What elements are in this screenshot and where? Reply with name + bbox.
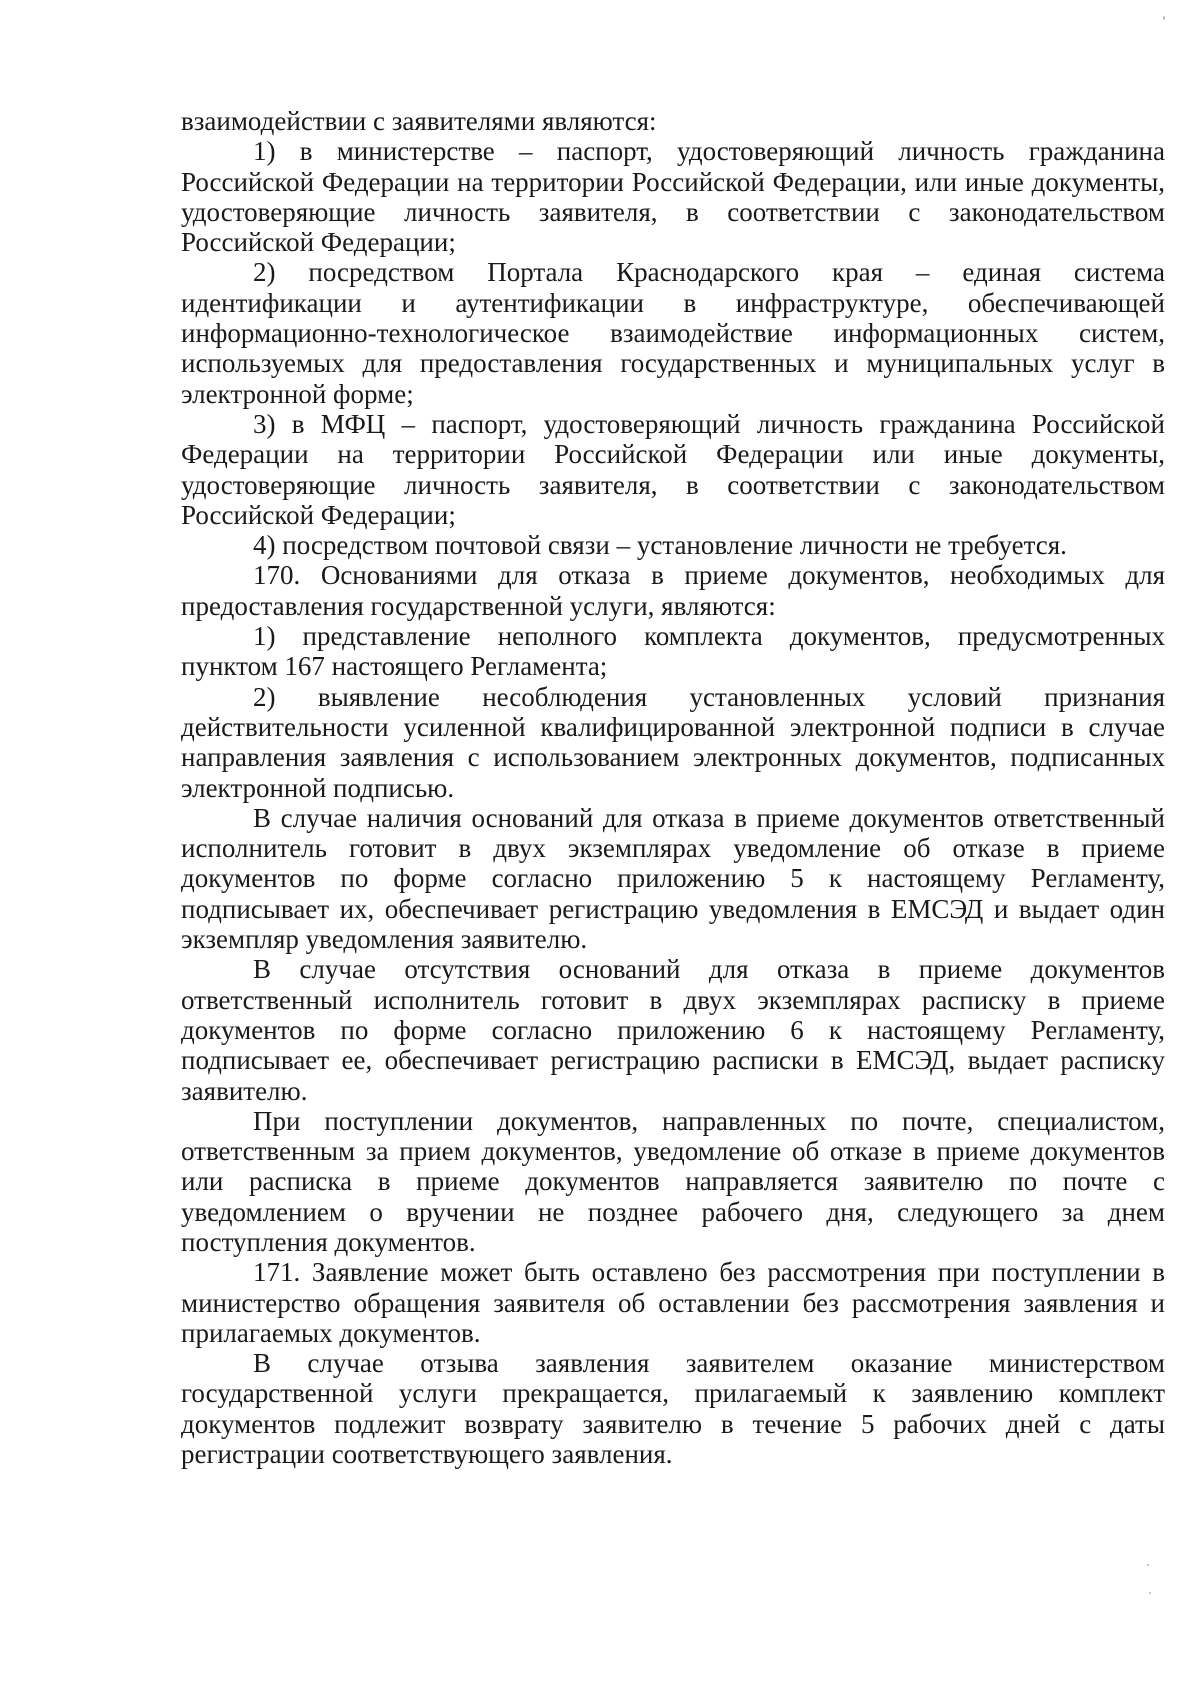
- scan-speck: [1147, 1564, 1149, 1566]
- paragraph-item-1: 1) в министерстве – паспорт, удостоверяющий личность гражданина Российской Федерации на территории Российской Федерации, или иные документы, удостоверяющие личность заявителя, в соответствии с законодательством Российской Федерации;: [181, 136, 1165, 258]
- paragraph-170: 170. Основаниями для отказа в приеме документов, необходимых для предоставления государственной услуги, являются:: [181, 560, 1165, 621]
- paragraph-intro: взаимодействии с заявителями являются:: [181, 106, 657, 136]
- scan-speck: [1149, 1592, 1151, 1594]
- paragraph-item-4: 4) посредством почтовой связи – установление личности не требуется.: [253, 530, 1067, 561]
- paragraph-refusal-case: В случае наличия оснований для отказа в приеме документов ответственный исполнитель готовит в двух экземплярах уведомление об отказе в приеме документов по форме согласно приложению 5 к настоящему Регламенту, подписывает их, обеспечивает регистрацию уведомления в ЕМСЭД и выдает один экземпляр уведомления заявителю.: [181, 802, 1165, 955]
- paragraph-receipt-case: В случае отсутствия оснований для отказа в приеме документов ответственный исполнитель готовит в двух экземплярах расписку в приеме документов по форме согласно приложению 6 к настоящему Регламенту, подписывает ее, обеспечивает регистрацию расписки в ЕМСЭД, выдает расписку заявителю.: [181, 954, 1165, 1106]
- document-body: [181, 106, 1165, 1469]
- paragraph-postal-case: При поступлении документов, направленных по почте, специалистом, ответственным за прием документов, уведомление об отказе в приеме документов или расписка в приеме документов направляется заявителю по почте с уведомлением о вручении не позднее рабочего дня, следующего за днем поступления документов.: [181, 1105, 1165, 1257]
- paragraph-item-2: 2) посредством Портала Краснодарского края – единая система идентификации и аутентификации в инфраструктуре, обеспечивающей информационно-технологическое взаимодействие информационных систем, используемых для предоставления государственных и муниципальных услуг в электронной форме;: [181, 257, 1165, 409]
- paragraph-170-item-2: 2) выявление несоблюдения установленных условий признания действительности усиленной квалифицированной электронной подписи в случае направления заявления с использованием электронных документов, подписанных электронной подписью.: [181, 681, 1165, 803]
- paragraph-withdrawal: В случае отзыва заявления заявителем оказание министерством государственной услуги прекращается, прилагаемый к заявлению комплект документов подлежит возврату заявителю в течение 5 рабочих дней с даты регистрации соответствующего заявления.: [181, 1348, 1165, 1470]
- paragraph-170-item-1: 1) представление неполного комплекта документов, предусмотренных пунктом 167 настоящего Регламента;: [181, 621, 1165, 682]
- paragraph-171: 171. Заявление может быть оставлено без рассмотрения при поступлении в министерство обращения заявителя об оставлении без рассмотрения заявления и прилагаемых документов.: [181, 1257, 1165, 1348]
- paragraph-item-3: 3) в МФЦ – паспорт, удостоверяющий личность гражданина Российской Федерации на территории Российской Федерации или иные документы, удостоверяющие личность заявителя, в соответствии с законодательством Российской Федерации;: [181, 408, 1165, 530]
- scan-speck: [1163, 16, 1165, 20]
